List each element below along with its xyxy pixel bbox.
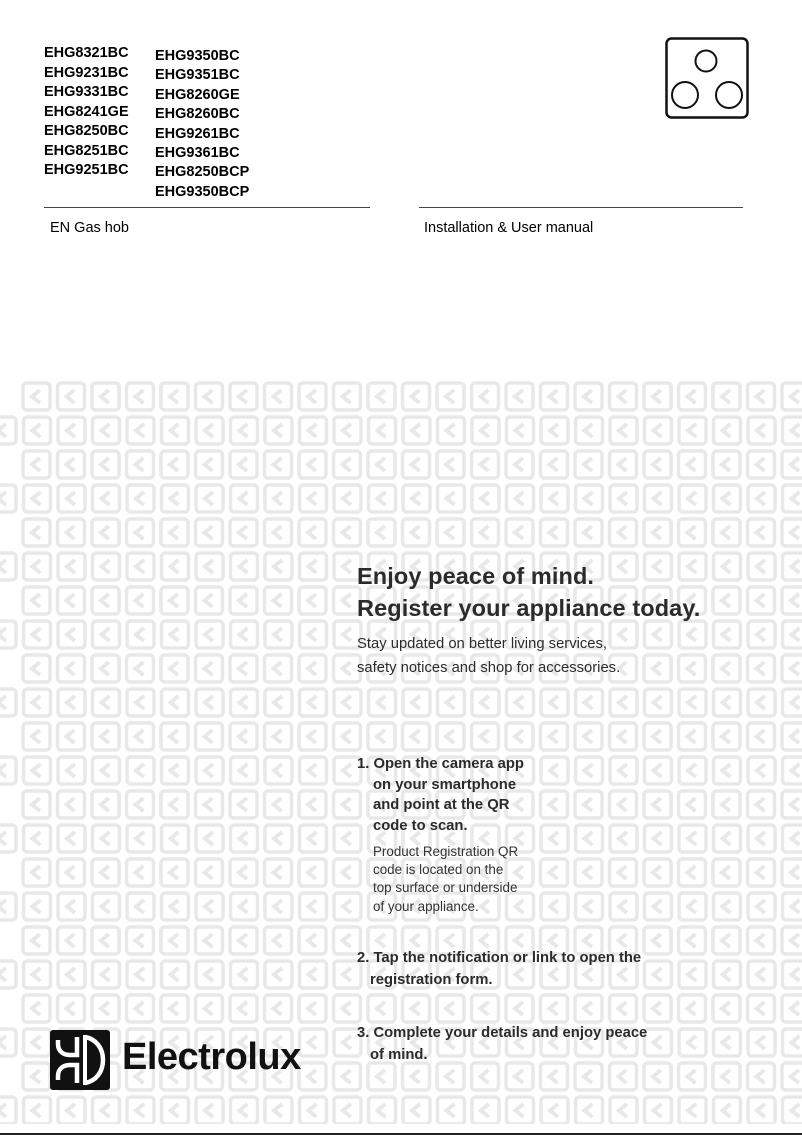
model-number: EHG8250BCP xyxy=(155,164,250,181)
step-3-line: 3. Complete your details and enjoy peace xyxy=(357,1025,648,1041)
manual-type: Installation & User manual xyxy=(424,220,594,236)
model-number: EHG8241GE xyxy=(44,103,129,120)
bottom-border xyxy=(0,1133,802,1135)
model-number: EHG9261BC xyxy=(155,125,240,142)
intro-line: Stay updated on better living services, xyxy=(357,636,608,652)
step-2-line: registration form. xyxy=(370,971,493,988)
model-number: EHG9361BC xyxy=(155,145,240,162)
header-divider-left xyxy=(44,207,370,208)
brand-name: Electrolux xyxy=(122,1036,301,1078)
step-2-line: 2. Tap the notification or link to open the xyxy=(357,950,642,966)
step-1-line: 1. Open the camera app xyxy=(357,756,524,772)
model-number: EHG8321BC xyxy=(44,45,129,61)
step-1-line: on your smartphone xyxy=(373,776,517,793)
model-number: EHG8251BC xyxy=(44,142,129,159)
registration-intro xyxy=(357,632,620,680)
step-3-line: of mind. xyxy=(370,1046,428,1063)
step-1-note xyxy=(373,843,518,916)
headline-line: Enjoy peace of mind. xyxy=(357,563,595,589)
model-number: EHG9350BCP xyxy=(155,183,250,200)
step-2 xyxy=(357,948,641,991)
step-1-note-line: top surface or underside xyxy=(373,880,518,896)
model-number: EHG9331BC xyxy=(44,84,129,100)
step-1-line: and point at the QR xyxy=(373,797,510,813)
model-number: EHG9350BC xyxy=(155,48,240,64)
model-number: EHG8260BC xyxy=(155,106,240,123)
model-number: EHG9231BC xyxy=(44,64,129,81)
step-1-note-line: code is located on the xyxy=(373,862,504,878)
model-number: EHG9251BC xyxy=(44,162,129,178)
electrolux-logo-icon xyxy=(50,1030,110,1090)
model-list-column-2 xyxy=(155,47,249,202)
intro-line: safety notices and shop for accessories. xyxy=(357,660,621,676)
model-number: EHG9351BC xyxy=(155,67,240,84)
headline-line: Register your appliance today. xyxy=(357,595,701,621)
header-divider-right xyxy=(419,207,743,208)
step-1-line: code to scan. xyxy=(373,817,468,834)
step-1-note-line: of your appliance. xyxy=(373,898,479,914)
registration-headline xyxy=(357,560,700,624)
step-1-note-line: Product Registration QR xyxy=(373,844,519,859)
step-3 xyxy=(357,1023,647,1066)
electrolux-logo xyxy=(50,1027,315,1093)
model-list-column-1 xyxy=(44,44,129,181)
step-1 xyxy=(357,754,524,836)
product-type: EN Gas hob xyxy=(50,220,129,236)
model-number: EHG8260GE xyxy=(155,86,240,103)
model-number: EHG8250BC xyxy=(44,123,129,139)
logo-pattern-background xyxy=(0,372,802,1124)
three-burner-hob-icon xyxy=(665,37,749,119)
